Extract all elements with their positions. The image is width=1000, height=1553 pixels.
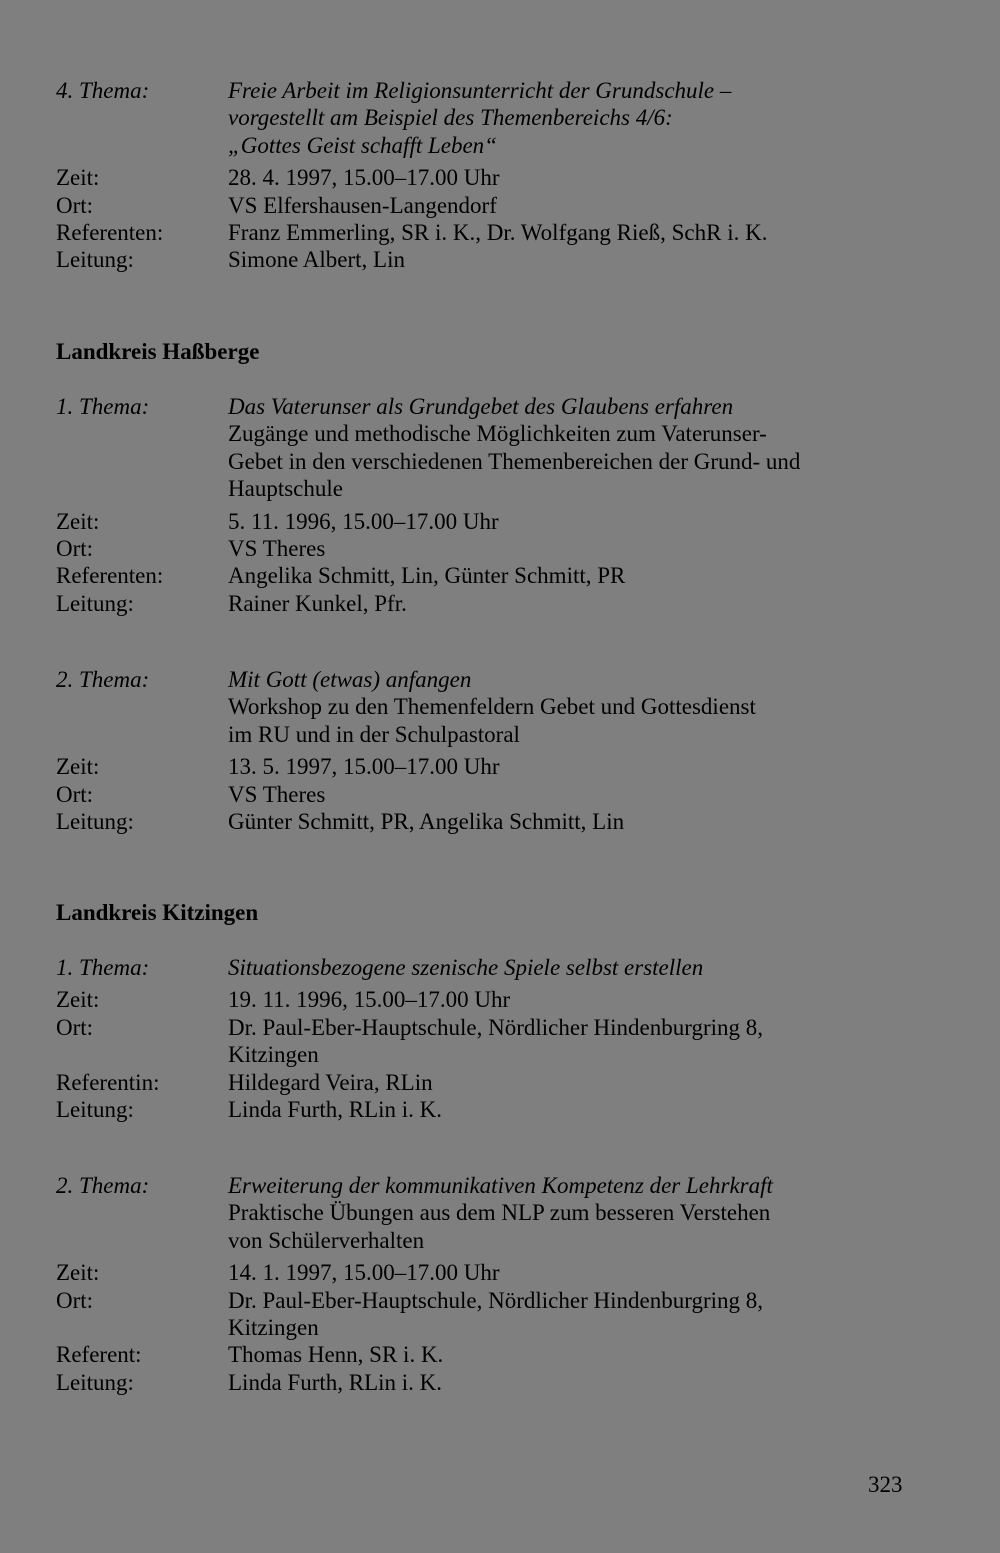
topic-desc-line: Workshop zu den Themenfeldern Gebet und Gottesdienst [228, 694, 756, 720]
referenten-value: Franz Emmerling, SR i. K., Dr. Wolfgang Rieß, SchR i. K. [228, 220, 768, 246]
ort-line: Kitzingen [228, 1042, 319, 1068]
leitung-label: Leitung: [56, 809, 134, 835]
referent-label: Referent: [56, 1342, 142, 1368]
ort-label: Ort: [56, 1014, 94, 1040]
zeit-value: 19. 11. 1996, 15.00–17.00 Uhr [228, 987, 511, 1013]
topic-label: 1. Thema: [56, 955, 150, 980]
topic-content [228, 393, 936, 503]
leitung-value: Linda Furth, RLin i. K. [228, 1097, 443, 1123]
topic-block-hassberge-1 [56, 393, 936, 617]
leitung-label: Leitung: [56, 590, 134, 616]
ort-line: Dr. Paul-Eber-Hauptschule, Nördlicher Hindenburgring 8, [228, 1287, 764, 1313]
ort-label: Ort: [56, 192, 94, 218]
page-number: 323 [868, 1472, 903, 1497]
ort-label: Ort: [56, 781, 94, 807]
topic-block-kitzingen-2 [56, 1172, 936, 1396]
topic-block-hassberge-2 [56, 666, 936, 835]
ort-label: Ort: [56, 536, 94, 562]
zeit-label: Zeit: [56, 165, 100, 191]
topic-desc-line: Zugänge und methodische Möglichkeiten zum Vaterunser- [228, 421, 767, 447]
zeit-value: 28. 4. 1997, 15.00–17.00 Uhr [228, 165, 500, 191]
topic-title: Mit Gott (etwas) anfangen [228, 667, 472, 692]
topic-label: 4. Thema: [56, 78, 150, 103]
ort-value [228, 1287, 936, 1342]
leitung-label: Leitung: [56, 247, 134, 273]
leitung-value: Linda Furth, RLin i. K. [228, 1369, 443, 1395]
topic-label: 1. Thema: [56, 394, 150, 419]
zeit-value: 5. 11. 1996, 15.00–17.00 Uhr [228, 508, 499, 534]
topic-desc-line: Praktische Übungen aus dem NLP zum besseren Verstehen [228, 1200, 771, 1226]
topic-content [228, 666, 936, 748]
ort-line: Dr. Paul-Eber-Hauptschule, Nördlicher Hindenburgring 8, [228, 1014, 764, 1040]
referenten-label: Referenten: [56, 220, 164, 246]
topic-title [228, 77, 936, 159]
topic-desc-line: von Schülerverhalten [228, 1227, 425, 1253]
ort-label: Ort: [56, 1287, 94, 1313]
topic-title-line: „Gottes Geist schafft Leben“ [228, 132, 497, 158]
zeit-label: Zeit: [56, 1260, 100, 1286]
referentin-value: Hildegard Veira, RLin [228, 1069, 433, 1095]
ort-value [228, 1014, 936, 1069]
ort-value: VS Theres [228, 536, 326, 562]
zeit-value: 13. 5. 1997, 15.00–17.00 Uhr [228, 754, 500, 780]
topic-title: Das Vaterunser als Grundgebet des Glaubens erfahren [228, 394, 734, 419]
zeit-label: Zeit: [56, 987, 100, 1013]
referenten-label: Referenten: [56, 563, 164, 589]
zeit-label: Zeit: [56, 754, 100, 780]
topic-title-line: Freie Arbeit im Religionsunterricht der Grundschule – [228, 78, 732, 103]
zeit-value: 14. 1. 1997, 15.00–17.00 Uhr [228, 1260, 500, 1286]
topic-desc-line: im RU und in der Schulpastoral [228, 721, 520, 747]
topic-label: 2. Thema: [56, 1173, 150, 1198]
referentin-label: Referentin: [56, 1069, 160, 1095]
leitung-label: Leitung: [56, 1369, 134, 1395]
topic-desc-line: Gebet in den verschiedenen Themenbereichen der Grund- und [228, 448, 801, 474]
referent-value: Thomas Henn, SR i. K. [228, 1342, 444, 1368]
referenten-value: Angelika Schmitt, Lin, Günter Schmitt, PR [228, 563, 626, 589]
topic-block-4 [56, 77, 936, 274]
topic-title-line: vorgestellt am Beispiel des Themenbereichs 4/6: [228, 105, 673, 131]
leitung-label: Leitung: [56, 1097, 134, 1123]
ort-value: VS Elfershausen-Langendorf [228, 192, 497, 218]
section-heading-hassberge: Landkreis Haßberge [56, 339, 260, 364]
leitung-value: Rainer Kunkel, Pfr. [228, 590, 407, 616]
topic-desc-line: Hauptschule [228, 476, 343, 502]
leitung-value: Günter Schmitt, PR, Angelika Schmitt, Lin [228, 809, 625, 835]
ort-line: Kitzingen [228, 1315, 319, 1341]
zeit-label: Zeit: [56, 508, 100, 534]
section-heading-kitzingen: Landkreis Kitzingen [56, 900, 259, 925]
leitung-value: Simone Albert, Lin [228, 247, 405, 273]
ort-value: VS Theres [228, 781, 326, 807]
topic-block-kitzingen-1 [56, 954, 936, 1123]
topic-label: 2. Thema: [56, 667, 150, 692]
topic-title: Erweiterung der kommunikativen Kompetenz der Lehrkraft [228, 1173, 773, 1198]
topic-title: Situationsbezogene szenische Spiele selbst erstellen [228, 955, 704, 980]
topic-content [228, 1172, 936, 1254]
